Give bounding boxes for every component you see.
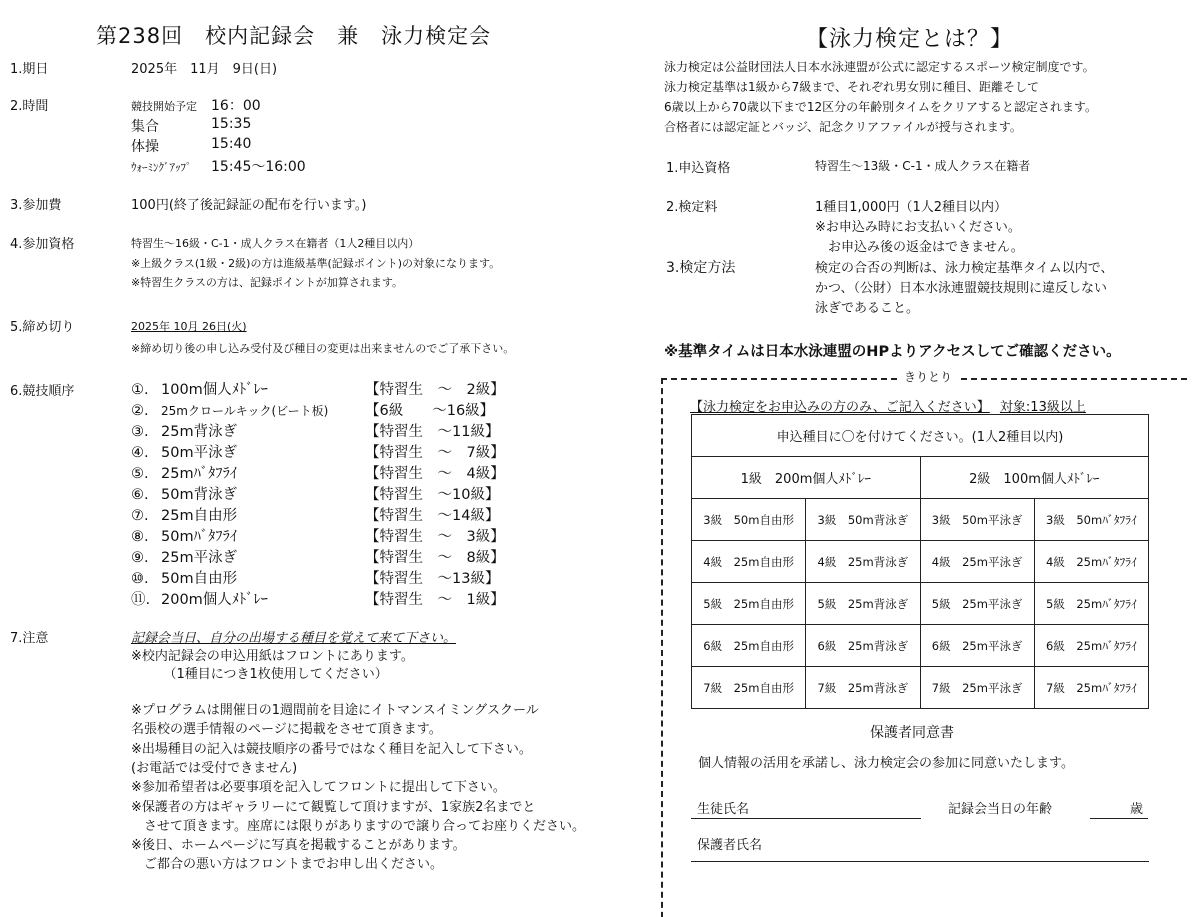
exercise-time: 15:40	[211, 136, 252, 152]
note-line: (お電話では受付できません)	[131, 761, 298, 776]
kentei-fee-value: 1種目1,000円（1人2種目以内）	[815, 200, 1008, 215]
entry-cell[interactable]: 3級 50m自由形	[692, 499, 806, 541]
form-header	[690, 396, 1086, 415]
race-number: ①.	[131, 382, 149, 398]
gather-label: 集合	[131, 119, 159, 135]
entry-cell[interactable]: 3級 50m平泳ぎ	[920, 499, 1034, 541]
method-line3: 泳ぎであること。	[815, 301, 920, 316]
race-item	[131, 483, 499, 504]
race-number: ⑪.	[131, 592, 151, 608]
race-number: ④.	[131, 445, 149, 461]
entry-row	[692, 625, 1149, 667]
race-item	[131, 546, 505, 567]
age-unit: 歳	[1130, 802, 1144, 817]
race-number: ⑨.	[131, 550, 149, 566]
note-line: ※保護者の方はギャラリーにて観覧して頂けますが、1家族2名までと	[131, 800, 536, 815]
page-title: 第238回 校内記録会 兼 泳力検定会	[96, 24, 492, 48]
note-line: させて頂きます。座席には限りがありますので譲り合ってお座りください。	[131, 819, 585, 834]
start-label: 競技開始予定	[131, 100, 197, 113]
date-label: 1.期日	[10, 62, 49, 77]
race-item	[131, 504, 499, 525]
race-class: 【特習生 ～ 4級】	[365, 466, 505, 482]
race-class: 【6級 ～16級】	[365, 403, 495, 419]
race-number: ⑤.	[131, 466, 149, 482]
note-line: ※後日、ホームページに写真を掲載することがあります。	[131, 838, 466, 853]
entry-cell[interactable]: 6級 25m平泳ぎ	[920, 625, 1034, 667]
race-name: 25m平泳ぎ	[161, 550, 238, 566]
note-line: ※出場種目の記入は競技順序の番号ではなく種目を記入して下さい。	[131, 742, 532, 757]
cut-label: きりとり	[898, 368, 958, 385]
note-line: ※校内記録会の申込用紙はフロントにあります。	[131, 649, 414, 664]
race-name: 50m背泳ぎ	[161, 487, 238, 503]
entry-cell[interactable]: 7級 25m背泳ぎ	[806, 667, 920, 709]
entry-cell[interactable]: 7級 25mﾊﾞﾀﾌﾗｲ	[1034, 667, 1148, 709]
race-number: ⑥.	[131, 487, 149, 503]
race-name: 50mﾊﾞﾀﾌﾗｲ	[161, 529, 238, 545]
entry-cell[interactable]: 7級 25m自由形	[692, 667, 806, 709]
entry-grade2[interactable]: 2級 100m個人ﾒﾄﾞﾚｰ	[920, 457, 1149, 499]
race-item	[131, 588, 505, 609]
race-class: 【特習生 ～ 2級】	[365, 382, 505, 398]
entry-cell[interactable]: 7級 25m平泳ぎ	[920, 667, 1034, 709]
race-class: 【特習生 ～ 3級】	[365, 529, 505, 545]
entry-grade1[interactable]: 1級 200m個人ﾒﾄﾞﾚｰ	[692, 457, 921, 499]
student-name-line[interactable]	[691, 818, 921, 819]
hp-note: ※基準タイムは日本水泳連盟のHPよりアクセスしてご確認ください。	[664, 344, 1121, 360]
race-class: 【特習生 ～13級】	[365, 571, 500, 587]
race-item	[131, 420, 499, 441]
entry-cell[interactable]: 6級 25m背泳ぎ	[806, 625, 920, 667]
entry-cell[interactable]: 3級 50mﾊﾞﾀﾌﾗｲ	[1034, 499, 1148, 541]
eligibility-label: 4.参加資格	[10, 237, 75, 252]
age-line[interactable]	[1090, 818, 1148, 819]
race-name: 25m自由形	[161, 508, 238, 524]
race-item	[131, 399, 494, 420]
entry-cell[interactable]: 6級 25mﾊﾞﾀﾌﾗｲ	[1034, 625, 1148, 667]
notes-label: 7.注意	[10, 631, 49, 646]
race-number: ②.	[131, 403, 149, 419]
eligibility-note2: ※特習生クラスの方は、記録ポイントが加算されます。	[131, 276, 404, 289]
race-class: 【特習生 ～ 1級】	[365, 592, 505, 608]
race-class: 【特習生 ～ 8級】	[365, 550, 505, 566]
fee-value: 100円(終了後記録証の配布を行います。)	[131, 198, 367, 213]
note-line: ※参加希望者は必要事項を記入してフロントに提出して下さい。	[131, 780, 506, 795]
note-line: ご都合の悪い方はフロントまでお申し出ください。	[131, 857, 444, 872]
race-number: ⑦.	[131, 508, 149, 524]
race-name: 100m個人ﾒﾄﾞﾚｰ	[161, 382, 269, 398]
qualification-value: 特習生～13級・C-1・成人クラス在籍者	[815, 159, 1031, 173]
entry-cell[interactable]: 4級 25m平泳ぎ	[920, 541, 1034, 583]
fee-label: 3.参加費	[10, 198, 62, 213]
eligibility-note1: ※上級クラス(1級・2級)の方は進級基準(記録ポイント)の対象になります。	[131, 257, 501, 270]
form-header-title: 【泳力検定をお申込みの方のみ、ご記入ください】	[690, 400, 990, 415]
entry-row	[692, 541, 1149, 583]
race-name: 25m背泳ぎ	[161, 424, 238, 440]
consent-text: 個人情報の活用を承諾し、泳力検定会の参加に同意いたします。	[698, 756, 1074, 771]
date-value: 2025年 11月 9日(日)	[131, 62, 278, 77]
intro-line: 6歳以上から70歳以下まで12区分の年齢別タイムをクリアすると認定されます。	[664, 100, 1097, 114]
qualification-label: 1.申込資格	[666, 161, 731, 176]
intro-line: 合格者には認定証とバッジ、記念クリアファイルが授与されます。	[664, 120, 1022, 134]
note-line: ※プログラムは開催日の1週間前を目途にイトマンスイミングスクール	[131, 703, 539, 718]
race-item	[131, 462, 505, 483]
race-class: 【特習生 ～ 7級】	[365, 445, 505, 461]
race-class: 【特習生 ～14級】	[365, 508, 500, 524]
kentei-fee-note1: ※お申込み時にお支払いください。	[815, 220, 1021, 235]
entry-cell[interactable]: 5級 25m自由形	[692, 583, 806, 625]
entry-cell[interactable]: 5級 25m背泳ぎ	[806, 583, 920, 625]
start-time: 16：00	[211, 98, 261, 114]
deadline-note: ※締め切り後の申し込み受付及び種目の変更は出来ませんのでご了承下さい。	[131, 342, 515, 355]
method-line1: 検定の合否の判断は、泳力検定基準タイム以内で、	[815, 261, 1114, 276]
race-item	[131, 567, 499, 588]
entry-cell[interactable]: 6級 25m自由形	[692, 625, 806, 667]
deadline-value: 2025年 10月 26日(火)	[131, 320, 247, 333]
entry-cell[interactable]: 4級 25m背泳ぎ	[806, 541, 920, 583]
consent-title: 保護者同意書	[870, 725, 954, 741]
note-line: 名張校の選手情報のページに掲載をさせて頂きます。	[131, 722, 442, 737]
method-label: 3.検定方法	[666, 260, 736, 276]
race-name: 25mﾊﾞﾀﾌﾗｲ	[161, 466, 238, 482]
student-name-label: 生徒氏名	[697, 802, 750, 817]
order-label: 6.競技順序	[10, 384, 75, 399]
entry-row	[692, 583, 1149, 625]
entry-row	[692, 667, 1149, 709]
age-label: 記録会当日の年齢	[948, 802, 1053, 817]
entry-cell[interactable]: 5級 25mﾊﾞﾀﾌﾗｲ	[1034, 583, 1148, 625]
race-name: 25mクロールキック(ビート板)	[161, 404, 329, 418]
intro-line: 泳力検定基準は1級から7級まで、それぞれ男女別に種目、距離そして	[664, 80, 1040, 94]
entry-row	[692, 499, 1149, 541]
race-number: ⑧.	[131, 529, 149, 545]
race-number: ③.	[131, 424, 149, 440]
entry-cell[interactable]: 3級 50m背泳ぎ	[806, 499, 920, 541]
time-label: 2.時間	[10, 99, 49, 114]
entry-instruction: 申込種目に〇を付けてください。(1人2種目以内)	[692, 415, 1149, 457]
form-target: 対象:13級以上	[999, 400, 1086, 415]
method-line2: かつ、（公財）日本水泳連盟競技規則に違反しない	[815, 281, 1107, 296]
race-class: 【特習生 ～11級】	[365, 424, 500, 440]
race-name: 200m個人ﾒﾄﾞﾚｰ	[161, 592, 269, 608]
deadline-label: 5.締め切り	[10, 320, 75, 335]
intro-line: 泳力検定は公益財団法人日本水泳連盟が公式に認定するスポーツ検定制度です。	[664, 60, 1095, 74]
gather-time: 15:35	[211, 116, 252, 132]
race-class: 【特習生 ～10級】	[365, 487, 500, 503]
warmup-time: 15:45～16:00	[211, 159, 306, 175]
kentei-title: 【泳力検定とは？】	[806, 27, 1014, 52]
entry-table	[691, 414, 1149, 709]
race-item	[131, 441, 505, 462]
race-item	[131, 525, 505, 546]
race-name: 50m平泳ぎ	[161, 445, 238, 461]
exercise-label: 体操	[131, 139, 159, 155]
entry-cell[interactable]: 4級 25m自由形	[692, 541, 806, 583]
race-name: 50m自由形	[161, 571, 238, 587]
kentei-fee-label: 2.検定料	[666, 200, 718, 215]
note-line: 記録会当日、自分の出場する種目を覚えて来て下さい。	[131, 631, 457, 646]
note-line: （1種目につき1枚使用してください）	[131, 667, 388, 682]
race-number: ⑩.	[131, 571, 149, 587]
warmup-label: ｳｫｰﾐﾝｸﾞｱｯﾌﾟ	[131, 161, 192, 174]
guardian-name-label: 保護者氏名	[697, 838, 763, 853]
eligibility-value: 特習生～16級・C-1・成人クラス在籍者（1人2種目以内）	[131, 237, 420, 250]
entry-cell[interactable]: 5級 25m平泳ぎ	[920, 583, 1034, 625]
guardian-name-line[interactable]	[691, 861, 1149, 862]
race-item	[131, 378, 505, 399]
kentei-fee-note2: お申込み後の返金はできません。	[815, 240, 1024, 255]
entry-cell[interactable]: 4級 25mﾊﾞﾀﾌﾗｲ	[1034, 541, 1148, 583]
